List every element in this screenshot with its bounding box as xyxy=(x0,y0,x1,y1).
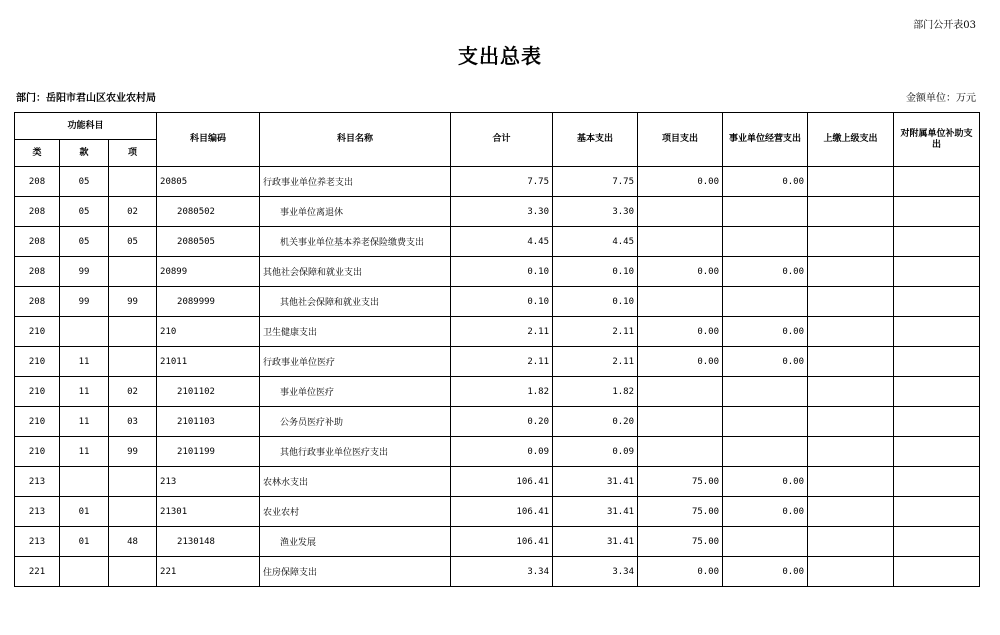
cell-name: 机关事业单位基本养老保险缴费支出 xyxy=(260,227,451,257)
table-row xyxy=(15,467,980,497)
cell-code: 21301 xyxy=(157,497,260,527)
cell-total: 0.10 xyxy=(451,287,553,317)
cell-total: 3.30 xyxy=(451,197,553,227)
cell-business: 0.00 xyxy=(723,257,808,287)
cell-xiang xyxy=(109,317,157,347)
table-row xyxy=(15,317,980,347)
cell-code: 2080502 xyxy=(157,197,260,227)
header-subsidy-affiliated: 对附属单位补助支出 xyxy=(894,113,980,167)
cell-total: 106.41 xyxy=(451,467,553,497)
table-row xyxy=(15,557,980,587)
cell-basic: 31.41 xyxy=(553,527,638,557)
header-subject-name: 科目名称 xyxy=(260,113,451,167)
cell-kuan: 11 xyxy=(60,437,109,467)
cell-total: 0.20 xyxy=(451,407,553,437)
cell-basic: 0.10 xyxy=(553,257,638,287)
cell-lei: 210 xyxy=(15,377,60,407)
cell-remit xyxy=(808,557,894,587)
cell-remit xyxy=(808,467,894,497)
cell-lei: 208 xyxy=(15,197,60,227)
cell-name: 农业农村 xyxy=(260,497,451,527)
cell-total: 2.11 xyxy=(451,317,553,347)
cell-business: 0.00 xyxy=(723,317,808,347)
cell-xiang: 05 xyxy=(109,227,157,257)
cell-total: 7.75 xyxy=(451,167,553,197)
cell-total: 1.82 xyxy=(451,377,553,407)
cell-code: 21011 xyxy=(157,347,260,377)
cell-business: 0.00 xyxy=(723,557,808,587)
cell-remit xyxy=(808,257,894,287)
cell-kuan: 01 xyxy=(60,497,109,527)
expenditure-table xyxy=(14,112,980,587)
cell-subsidy xyxy=(894,557,980,587)
cell-basic: 0.20 xyxy=(553,407,638,437)
cell-code: 221 xyxy=(157,557,260,587)
cell-remit xyxy=(808,437,894,467)
cell-lei: 210 xyxy=(15,347,60,377)
header-lei: 类 xyxy=(15,140,60,167)
cell-kuan: 11 xyxy=(60,377,109,407)
cell-code: 2080505 xyxy=(157,227,260,257)
cell-code: 210 xyxy=(157,317,260,347)
cell-code: 2101102 xyxy=(157,377,260,407)
cell-code: 2101103 xyxy=(157,407,260,437)
header-business-expenditure: 事业单位经营支出 xyxy=(723,113,808,167)
cell-kuan: 01 xyxy=(60,527,109,557)
cell-total: 106.41 xyxy=(451,497,553,527)
cell-code: 20805 xyxy=(157,167,260,197)
cell-project: 0.00 xyxy=(638,347,723,377)
cell-remit xyxy=(808,497,894,527)
cell-subsidy xyxy=(894,167,980,197)
cell-subsidy xyxy=(894,527,980,557)
cell-business xyxy=(723,227,808,257)
header-total: 合计 xyxy=(451,113,553,167)
header-functional-subject: 功能科目 xyxy=(15,113,157,140)
cell-project: 75.00 xyxy=(638,527,723,557)
cell-xiang xyxy=(109,257,157,287)
cell-xiang: 03 xyxy=(109,407,157,437)
cell-kuan: 05 xyxy=(60,167,109,197)
cell-subsidy xyxy=(894,197,980,227)
cell-project xyxy=(638,437,723,467)
cell-name: 公务员医疗补助 xyxy=(260,407,451,437)
header-kuan: 款 xyxy=(60,140,109,167)
cell-project: 0.00 xyxy=(638,257,723,287)
header-project-expenditure: 项目支出 xyxy=(638,113,723,167)
form-number: 部门公开表03 xyxy=(913,20,976,31)
cell-subsidy xyxy=(894,377,980,407)
cell-business xyxy=(723,377,808,407)
table-row xyxy=(15,527,980,557)
cell-xiang: 48 xyxy=(109,527,157,557)
cell-basic: 31.41 xyxy=(553,497,638,527)
cell-remit xyxy=(808,377,894,407)
cell-business xyxy=(723,437,808,467)
cell-kuan xyxy=(60,317,109,347)
cell-business: 0.00 xyxy=(723,347,808,377)
cell-lei: 208 xyxy=(15,257,60,287)
cell-remit xyxy=(808,287,894,317)
table-row xyxy=(15,407,980,437)
cell-kuan: 11 xyxy=(60,347,109,377)
cell-project: 0.00 xyxy=(638,167,723,197)
cell-code: 213 xyxy=(157,467,260,497)
cell-business: 0.00 xyxy=(723,497,808,527)
cell-xiang xyxy=(109,497,157,527)
cell-subsidy xyxy=(894,287,980,317)
cell-lei: 208 xyxy=(15,227,60,257)
cell-project xyxy=(638,407,723,437)
cell-code: 2101199 xyxy=(157,437,260,467)
cell-subsidy xyxy=(894,317,980,347)
cell-business xyxy=(723,287,808,317)
cell-subsidy xyxy=(894,467,980,497)
cell-name: 事业单位医疗 xyxy=(260,377,451,407)
cell-code: 2089999 xyxy=(157,287,260,317)
cell-total: 3.34 xyxy=(451,557,553,587)
cell-lei: 208 xyxy=(15,167,60,197)
cell-code: 2130148 xyxy=(157,527,260,557)
cell-kuan xyxy=(60,557,109,587)
cell-subsidy xyxy=(894,257,980,287)
cell-lei: 208 xyxy=(15,287,60,317)
cell-name: 渔业发展 xyxy=(260,527,451,557)
cell-xiang: 02 xyxy=(109,377,157,407)
table-row xyxy=(15,437,980,467)
cell-project: 0.00 xyxy=(638,557,723,587)
cell-xiang xyxy=(109,557,157,587)
header-basic-expenditure: 基本支出 xyxy=(553,113,638,167)
cell-xiang xyxy=(109,347,157,377)
cell-name: 卫生健康支出 xyxy=(260,317,451,347)
cell-name: 其他行政事业单位医疗支出 xyxy=(260,437,451,467)
cell-subsidy xyxy=(894,497,980,527)
cell-code: 20899 xyxy=(157,257,260,287)
cell-project: 75.00 xyxy=(638,497,723,527)
cell-name: 行政事业单位养老支出 xyxy=(260,167,451,197)
cell-basic: 31.41 xyxy=(553,467,638,497)
table-row xyxy=(15,167,980,197)
cell-basic: 0.09 xyxy=(553,437,638,467)
cell-project xyxy=(638,377,723,407)
cell-lei: 213 xyxy=(15,497,60,527)
cell-total: 0.09 xyxy=(451,437,553,467)
cell-kuan: 99 xyxy=(60,257,109,287)
cell-name: 事业单位离退休 xyxy=(260,197,451,227)
cell-name: 农林水支出 xyxy=(260,467,451,497)
cell-basic: 7.75 xyxy=(553,167,638,197)
cell-project xyxy=(638,287,723,317)
cell-xiang: 99 xyxy=(109,437,157,467)
cell-remit xyxy=(808,407,894,437)
cell-kuan xyxy=(60,467,109,497)
cell-lei: 213 xyxy=(15,467,60,497)
cell-lei: 221 xyxy=(15,557,60,587)
cell-lei: 210 xyxy=(15,437,60,467)
cell-kuan: 05 xyxy=(60,197,109,227)
header-remit-upper: 上缴上级支出 xyxy=(808,113,894,167)
cell-xiang: 99 xyxy=(109,287,157,317)
header-subject-code: 科目编码 xyxy=(157,113,260,167)
cell-subsidy xyxy=(894,437,980,467)
cell-project: 0.00 xyxy=(638,317,723,347)
cell-project xyxy=(638,197,723,227)
cell-total: 4.45 xyxy=(451,227,553,257)
cell-basic: 0.10 xyxy=(553,287,638,317)
cell-total: 0.10 xyxy=(451,257,553,287)
cell-basic: 2.11 xyxy=(553,317,638,347)
cell-subsidy xyxy=(894,407,980,437)
page-title: 支出总表 xyxy=(458,44,542,68)
cell-kuan: 05 xyxy=(60,227,109,257)
cell-xiang: 02 xyxy=(109,197,157,227)
cell-name: 行政事业单位医疗 xyxy=(260,347,451,377)
cell-lei: 213 xyxy=(15,527,60,557)
table-row xyxy=(15,287,980,317)
table-row xyxy=(15,257,980,287)
cell-total: 2.11 xyxy=(451,347,553,377)
table-row xyxy=(15,497,980,527)
table-row xyxy=(15,197,980,227)
cell-remit xyxy=(808,347,894,377)
cell-remit xyxy=(808,167,894,197)
cell-basic: 3.34 xyxy=(553,557,638,587)
cell-project: 75.00 xyxy=(638,467,723,497)
table-header xyxy=(15,113,980,167)
cell-name: 住房保障支出 xyxy=(260,557,451,587)
cell-xiang xyxy=(109,167,157,197)
table-row xyxy=(15,347,980,377)
cell-basic: 3.30 xyxy=(553,197,638,227)
cell-basic: 4.45 xyxy=(553,227,638,257)
cell-remit xyxy=(808,527,894,557)
cell-remit xyxy=(808,227,894,257)
cell-remit xyxy=(808,197,894,227)
header-xiang: 项 xyxy=(109,140,157,167)
cell-subsidy xyxy=(894,347,980,377)
cell-remit xyxy=(808,317,894,347)
amount-unit-label: 金额单位：万元 xyxy=(906,93,976,104)
department-label: 部门：岳阳市君山区农业农村局 xyxy=(16,93,156,104)
table-body xyxy=(15,167,980,587)
cell-kuan: 99 xyxy=(60,287,109,317)
cell-name: 其他社会保障和就业支出 xyxy=(260,287,451,317)
cell-basic: 1.82 xyxy=(553,377,638,407)
table-row xyxy=(15,377,980,407)
cell-business: 0.00 xyxy=(723,167,808,197)
cell-business xyxy=(723,197,808,227)
table-row xyxy=(15,227,980,257)
cell-lei: 210 xyxy=(15,407,60,437)
cell-xiang xyxy=(109,467,157,497)
cell-business xyxy=(723,527,808,557)
cell-subsidy xyxy=(894,227,980,257)
cell-business xyxy=(723,407,808,437)
cell-name: 其他社会保障和就业支出 xyxy=(260,257,451,287)
cell-basic: 2.11 xyxy=(553,347,638,377)
cell-project xyxy=(638,227,723,257)
cell-total: 106.41 xyxy=(451,527,553,557)
cell-lei: 210 xyxy=(15,317,60,347)
cell-business: 0.00 xyxy=(723,467,808,497)
cell-kuan: 11 xyxy=(60,407,109,437)
